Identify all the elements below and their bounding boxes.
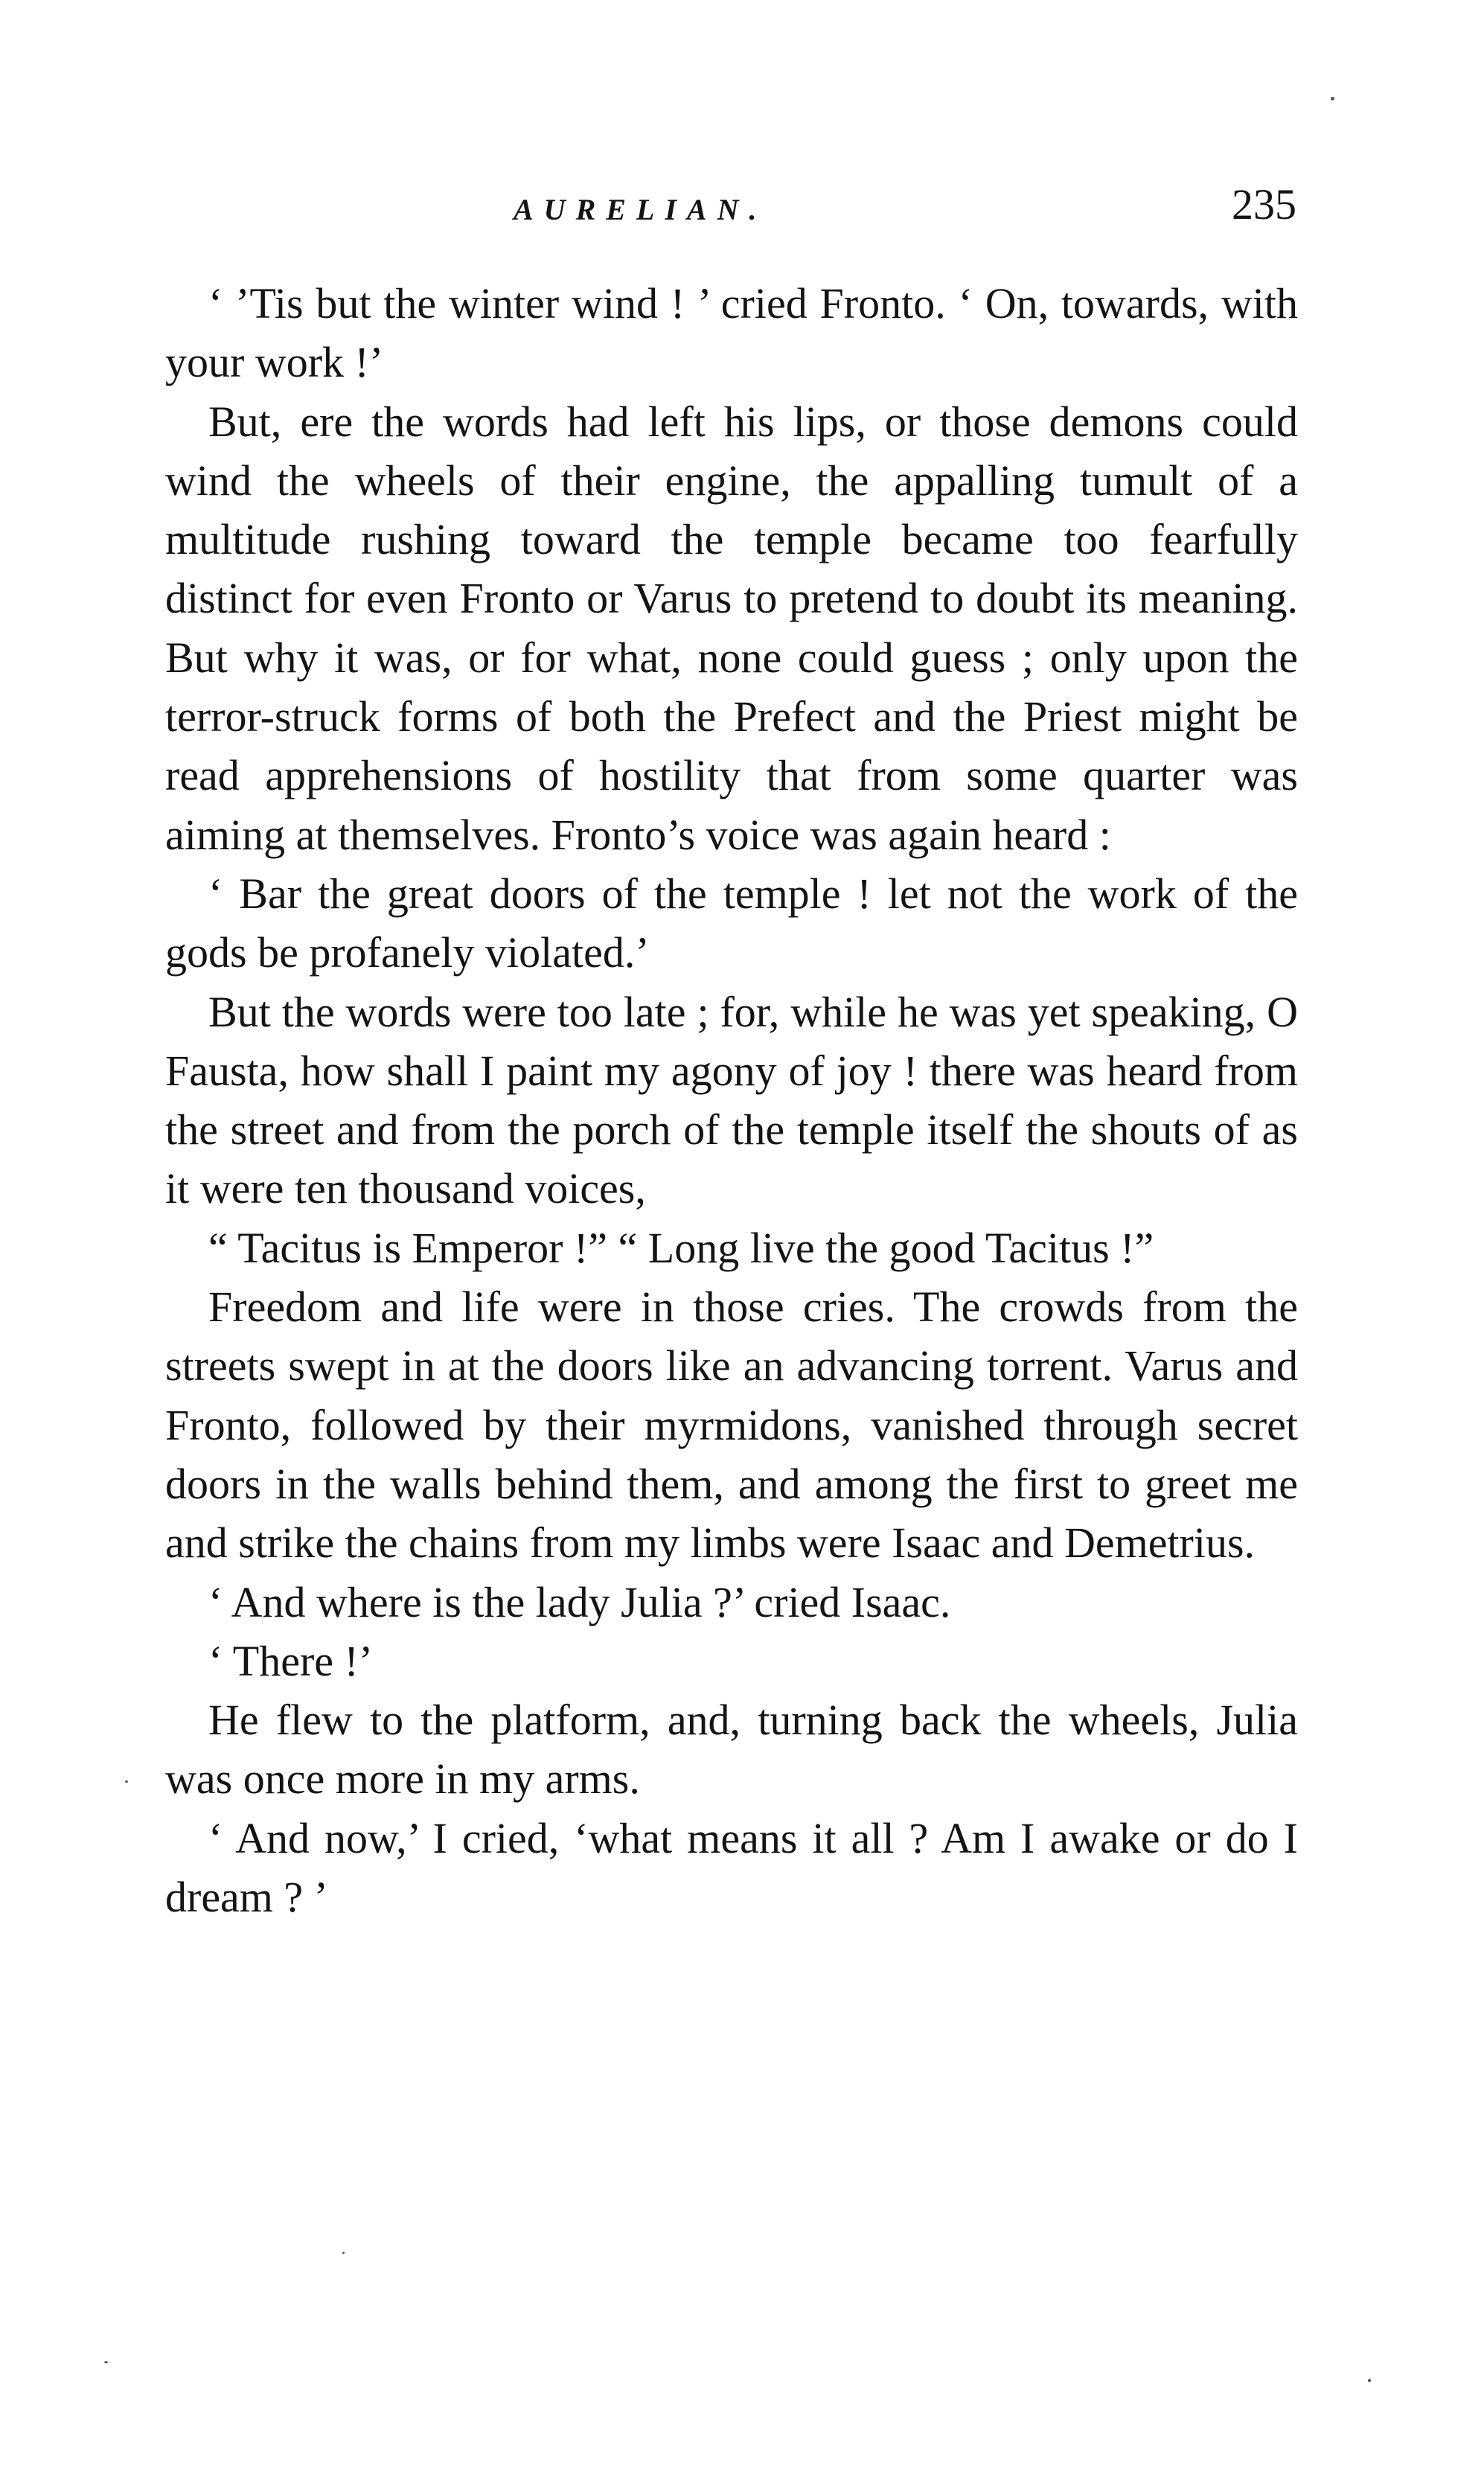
paragraph: “ Tacitus is Emperor !” “ Long live the good Tacitus !” (208, 1223, 1154, 1272)
paragraph: ‘ And where is the lady Julia ?’ cried Isaac. (208, 1577, 951, 1626)
page-number: 235 (1232, 180, 1296, 229)
body-text (165, 274, 1298, 1926)
paragraph: He flew to the platform, and, turning back the wheels, Julia was once more in my arms. (165, 1696, 1298, 1804)
paragraph: ‘ And now,’ I cried, ‘what means it all ? Am I awake or do I dream ? ’ (165, 1813, 1298, 1922)
paragraph: Freedom and life were in those cries. The crowds from the streets swept in at the doors like an advancing torrent. Varus and Fronto, followed by their myrmidons, vanished through secret doors in the walls behind them, and among the first to greet me and strike the chains from my limbs were Isaac and Demetrius. (165, 1283, 1298, 1568)
scan-speck (1368, 2379, 1371, 2382)
paragraph: But the words were too late ; for, while he was yet speaking, O Fausta, how shall I paint my agony of joy ! there was heard from the street and from the porch of the temple itself the shouts of as it were ten thousand voices, (165, 987, 1298, 1213)
paragraph: ‘ There !’ (208, 1636, 374, 1685)
paragraph: But, ere the words had left his lips, or those demons could wind the wheels of their engine, the appalling tumult of a multitude rushing toward the temple became too fearfully distinct for even Fronto or Varus to pretend to doubt its meaning. But why it was, or for what, none could guess ; only upon the terror-struck forms of both the Prefect and the Priest might be read apprehensions of hostility that from some quarter was aiming at themselves. Fronto’s voice was again heard : (165, 397, 1298, 859)
scan-speck (104, 2361, 108, 2363)
scan-speck (125, 1780, 128, 1783)
scan-speck (342, 2252, 345, 2254)
scan-speck (1331, 97, 1334, 100)
paragraph: ‘ Bar the great doors of the temple ! let not the work of the gods be profanely violated.’ (165, 869, 1298, 977)
paragraph: ‘ ’Tis but the winter wind ! ’ cried Fronto. ‘ On, towards, with your work !’ (165, 279, 1298, 387)
running-head: AURELIAN. (514, 193, 767, 226)
